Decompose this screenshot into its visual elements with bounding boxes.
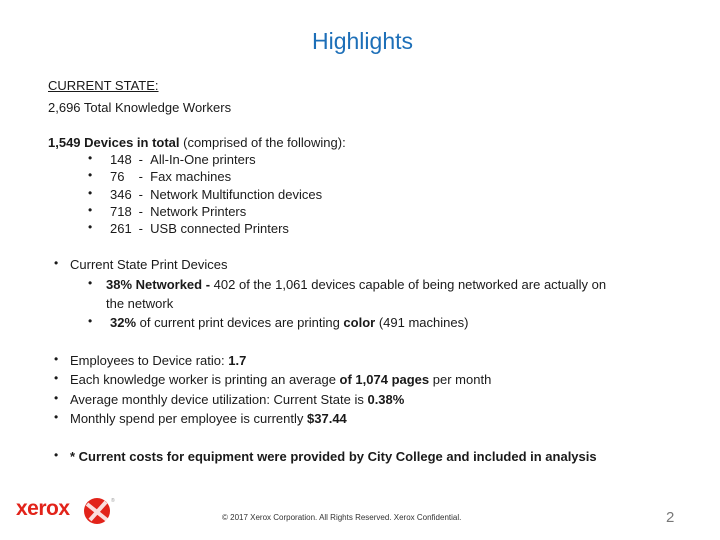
cost-note: * Current costs for equipment were provided by City College and included in analysis [70,449,597,464]
xerox-sphere-icon [82,496,116,526]
current-state-label: CURRENT STATE: [48,78,159,93]
bullet: • [54,409,59,424]
bullet: • [54,371,59,386]
print-devices-heading: Current State Print Devices [70,257,228,272]
stat-item: Employees to Device ratio: 1.7 [70,353,247,368]
bullet: • [88,151,93,165]
bullet: • [88,202,93,217]
bullet: • [54,256,59,270]
stat-item: Monthly spend per employee is currently $37.44 [70,410,347,426]
bullet: • [88,276,93,290]
color-line: 32% of current print devices are printing color (491 machines) [110,315,469,330]
copyright: © 2017 Xerox Corporation. All Rights Reserved. Xerox Confidential. [222,513,462,522]
devices-total: 1,549 Devices in total (comprised of the following): [48,135,346,150]
device-item: 718 - Network Printers [110,203,247,219]
bullet: • [54,448,59,462]
bullet: • [88,168,93,183]
svg-text:®: ® [111,498,115,504]
device-item: 148 - All-In-One printers [110,152,256,167]
bullet: • [54,390,59,405]
device-item: 261 - USB connected Printers [110,221,289,237]
bullet: • [54,352,59,366]
bullet: • [88,220,93,235]
workers-total: 2,696 Total Knowledge Workers [48,100,232,115]
bullet: • [88,185,93,200]
networked-line: 38% Networked - 402 of the 1,061 devices capable of being networked are actually on [106,277,607,292]
networked-line-cont: the network [106,296,174,311]
bullet: • [88,314,93,328]
stat-item: Each knowledge worker is printing an average of 1,074 pages per month [70,372,492,388]
page-title: Highlights [312,28,413,54]
device-item: 76 - Fax machines [110,169,232,185]
device-item: 346 - Network Multifunction devices [110,186,323,202]
page-number: 2 [666,509,675,526]
stat-item: Average monthly device utilization: Current State is 0.38% [70,391,405,407]
